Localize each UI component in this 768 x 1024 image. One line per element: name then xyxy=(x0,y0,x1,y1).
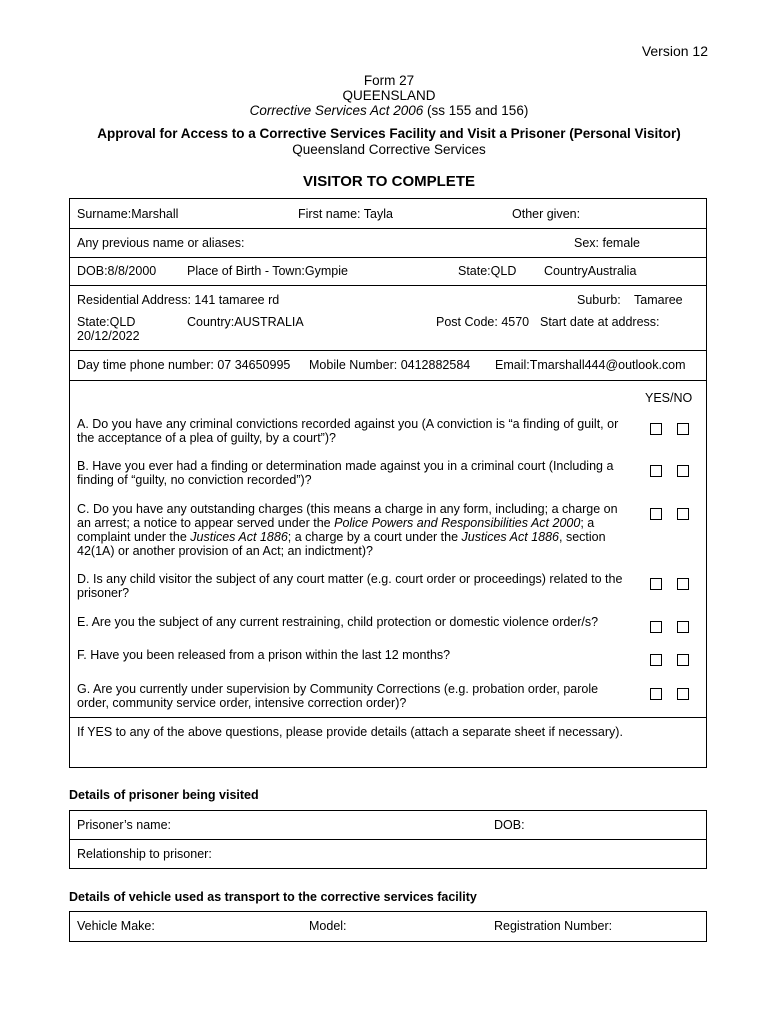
page-title: Approval for Access to a Corrective Services Facility and Visit a Prisoner (Personal Visitor) xyxy=(97,126,681,141)
postcode-field[interactable]: Post Code: 4570 xyxy=(436,315,530,329)
question-c-text: ; a charge by a court under the xyxy=(287,530,462,544)
divider xyxy=(70,350,706,351)
start-date-field[interactable]: 20/12/2022 xyxy=(77,329,140,343)
question-e-no-checkbox[interactable] xyxy=(677,621,689,633)
question-g-no-checkbox[interactable] xyxy=(677,688,689,700)
first-name-field[interactable]: First name: Tayla xyxy=(298,207,393,221)
question-f-no-checkbox[interactable] xyxy=(677,654,689,666)
question-c xyxy=(77,502,627,558)
section-title: VISITOR TO COMPLETE xyxy=(303,173,475,190)
question-d: D. Is any child visitor the subject of any court matter (e.g. court order or proceedings) related to the prisoner? xyxy=(77,572,623,600)
question-c-text: ; a complaint under the xyxy=(77,516,595,544)
question-c-act: Justices Act 1886 xyxy=(190,530,288,544)
place-of-birth-field[interactable]: Place of Birth - Town:Gympie xyxy=(187,264,348,278)
state-heading: QUEENSLAND xyxy=(342,88,436,103)
act-sections: (ss 155 and 156) xyxy=(423,103,529,118)
divider xyxy=(70,839,706,840)
question-f: F. Have you been released from a prison within the last 12 months? xyxy=(77,648,451,662)
divider xyxy=(70,380,706,381)
act-name: Corrective Services Act 2006 xyxy=(249,103,424,118)
birth-country-field[interactable]: CountryAustralia xyxy=(544,264,637,278)
day-phone-field[interactable]: Day time phone number: 07 34650995 xyxy=(77,358,291,372)
question-b-yes-checkbox[interactable] xyxy=(650,465,662,477)
vehicle-details-box xyxy=(69,911,707,942)
address-field[interactable]: Residential Address: 141 tamaree rd xyxy=(77,293,280,307)
form-number: Form 27 xyxy=(363,73,415,88)
visitor-details-box xyxy=(69,198,707,768)
vehicle-section-heading: Details of vehicle used as transport to the corrective services facility xyxy=(69,890,477,904)
prisoner-details-box xyxy=(69,810,707,869)
question-c-act: Justices Act 1886 xyxy=(461,530,560,544)
question-d-yes-checkbox[interactable] xyxy=(650,578,662,590)
divider xyxy=(70,717,706,718)
mobile-field[interactable]: Mobile Number: 0412882584 xyxy=(309,358,471,372)
vehicle-make-field[interactable]: Vehicle Make: xyxy=(77,919,155,933)
question-c-text: C. Do you have any outstanding charges (this means a charge in any form, including; a charge on an arrest; a notice to appear served under the xyxy=(77,502,618,530)
question-e-yes-checkbox[interactable] xyxy=(650,621,662,633)
start-date-label: Start date at address: xyxy=(540,315,660,329)
vehicle-model-field[interactable]: Model: xyxy=(309,919,347,933)
question-a-yes-checkbox[interactable] xyxy=(650,423,662,435)
sex-field[interactable]: Sex: female xyxy=(574,236,641,250)
act-reference xyxy=(0,103,768,118)
other-given-field[interactable]: Other given: xyxy=(512,207,581,221)
question-c-no-checkbox[interactable] xyxy=(677,508,689,520)
question-a-no-checkbox[interactable] xyxy=(677,423,689,435)
divider xyxy=(70,228,706,229)
aliases-field[interactable]: Any previous name or aliases: xyxy=(77,236,245,250)
question-e: E. Are you the subject of any current restraining, child protection or domestic violence order/s? xyxy=(77,615,599,629)
question-c-text: , section 42(1A) or another provision of an Act; an indictment)? xyxy=(77,530,606,558)
birth-state-field[interactable]: State:QLD xyxy=(458,264,517,278)
prisoner-name-field[interactable]: Prisoner’s name: xyxy=(77,818,172,832)
divider xyxy=(70,257,706,258)
divider xyxy=(70,285,706,286)
address-country-field[interactable]: Country:AUSTRALIA xyxy=(187,315,304,329)
question-g-yes-checkbox[interactable] xyxy=(650,688,662,700)
suburb-field[interactable]: Tamaree xyxy=(634,293,683,307)
surname-field[interactable]: Surname:Marshall xyxy=(77,207,179,221)
registration-field[interactable]: Registration Number: xyxy=(494,919,613,933)
prisoner-section-heading: Details of prisoner being visited xyxy=(69,788,259,802)
prisoner-dob-field[interactable]: DOB: xyxy=(494,818,525,832)
dob-field[interactable]: DOB:8/8/2000 xyxy=(77,264,157,278)
question-g: G. Are you currently under supervision by Community Corrections (e.g. probation order, parole order, community service order, intensive correction order)? xyxy=(77,682,599,710)
question-c-yes-checkbox[interactable] xyxy=(650,508,662,520)
question-c-act: Police Powers and Responsibilities Act 2000 xyxy=(334,516,581,530)
question-d-no-checkbox[interactable] xyxy=(677,578,689,590)
question-b: B. Have you ever had a finding or determination made against you in a criminal court (Including a finding of “guilty, no conviction recorded”)? xyxy=(77,459,614,487)
question-b-no-checkbox[interactable] xyxy=(677,465,689,477)
email-field[interactable]: Email:Tmarshall444@outlook.com xyxy=(495,358,686,372)
details-field[interactable]: If YES to any of the above questions, please provide details (attach a separate sheet if necessary). xyxy=(77,725,623,739)
address-state-field[interactable]: State:QLD xyxy=(77,315,136,329)
relationship-field[interactable]: Relationship to prisoner: xyxy=(77,847,212,861)
version-label: Version 12 xyxy=(641,43,708,59)
yes-no-header: YES/NO xyxy=(645,391,693,405)
suburb-label: Suburb: xyxy=(577,293,621,307)
question-a: A. Do you have any criminal convictions recorded against you (A conviction is “a finding of guilt, or the acceptance of a plea of guilty, by a court”)? xyxy=(77,417,619,445)
agency-name: Queensland Corrective Services xyxy=(292,142,486,157)
question-f-yes-checkbox[interactable] xyxy=(650,654,662,666)
